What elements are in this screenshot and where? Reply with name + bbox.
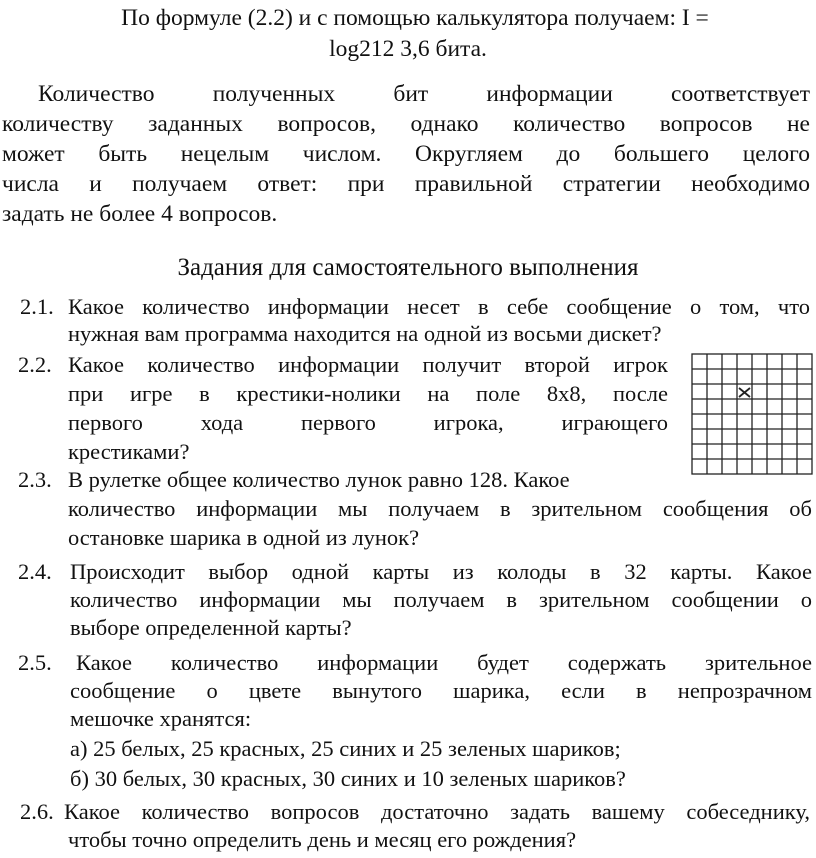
board-grid xyxy=(691,353,813,475)
task-line: Какое количество вопросов достаточно задать вашему собеседнику, xyxy=(64,799,810,824)
task-line: Происходит выбор одной карты из колоды в 32 карты. Какое xyxy=(70,559,812,584)
task-line: Какое количество информации получит второй игрок xyxy=(68,352,668,377)
paragraph-line: Количество полученных бит информации соответствует xyxy=(38,81,810,107)
task-line: чтобы точно определить день и месяц его рождения? xyxy=(68,827,577,852)
task-line: мешочке хранятся: xyxy=(70,706,252,731)
task-number: 2.1. xyxy=(20,294,54,319)
task-line: Какое количество информации несет в себе сообщение о том, что xyxy=(68,294,810,319)
task-line: выборе определенной карты? xyxy=(70,615,352,640)
task-line: остановке шарика в одной из лунок? xyxy=(68,525,420,550)
task-line: нужная вам программа находится на одной из восьми дискет? xyxy=(68,321,662,346)
intro-line-2: log212 3,6 бита. xyxy=(329,36,487,62)
cross-mark-icon xyxy=(739,388,750,397)
task-line: а) 25 белых, 25 красных, 25 синих и 25 зеленых шариков; xyxy=(70,736,621,761)
task-number: 2.4. xyxy=(18,559,52,584)
tic-tac-toe-board xyxy=(691,353,813,475)
paragraph-line: задать не более 4 вопросов. xyxy=(2,201,278,227)
task-number: 2.3. xyxy=(18,467,52,492)
task-line: крестиками? xyxy=(68,439,190,464)
task-number: 2.5. xyxy=(18,650,52,675)
task-number: 2.2. xyxy=(18,352,52,377)
task-number: 2.6. xyxy=(20,799,54,824)
task-line: количество информации мы получаем в зрительном сообщения об xyxy=(68,496,812,521)
intro-line-1: По формуле (2.2) и с помощью калькулятора получаем: I = xyxy=(121,5,709,31)
paragraph-line: количеству заданных вопросов, однако количество вопросов не xyxy=(2,111,810,137)
paragraph-line: может быть нецелым числом. Округляем до большего целого xyxy=(2,141,810,167)
task-line: В рулетке общее количество лунок равно 128. Какое xyxy=(68,467,570,492)
task-line: при игре в крестики-нолики на поле 8х8, после xyxy=(68,381,668,406)
paragraph-line: числа и получаем ответ: при правильной стратегии необходимо xyxy=(2,171,810,197)
section-heading: Задания для самостоятельного выполнения xyxy=(177,254,639,281)
task-line: количество информации мы получаем в зрительном сообщении о xyxy=(70,587,812,612)
task-line: первого хода первого игрока, играющего xyxy=(68,410,668,435)
task-line: б) 30 белых, 30 красных, 30 синих и 10 зеленых шариков? xyxy=(70,766,626,791)
task-line: Какое количество информации будет содержать зрительное xyxy=(76,650,812,675)
task-line: сообщение о цвете вынутого шарика, если в непрозрачном xyxy=(70,678,812,703)
